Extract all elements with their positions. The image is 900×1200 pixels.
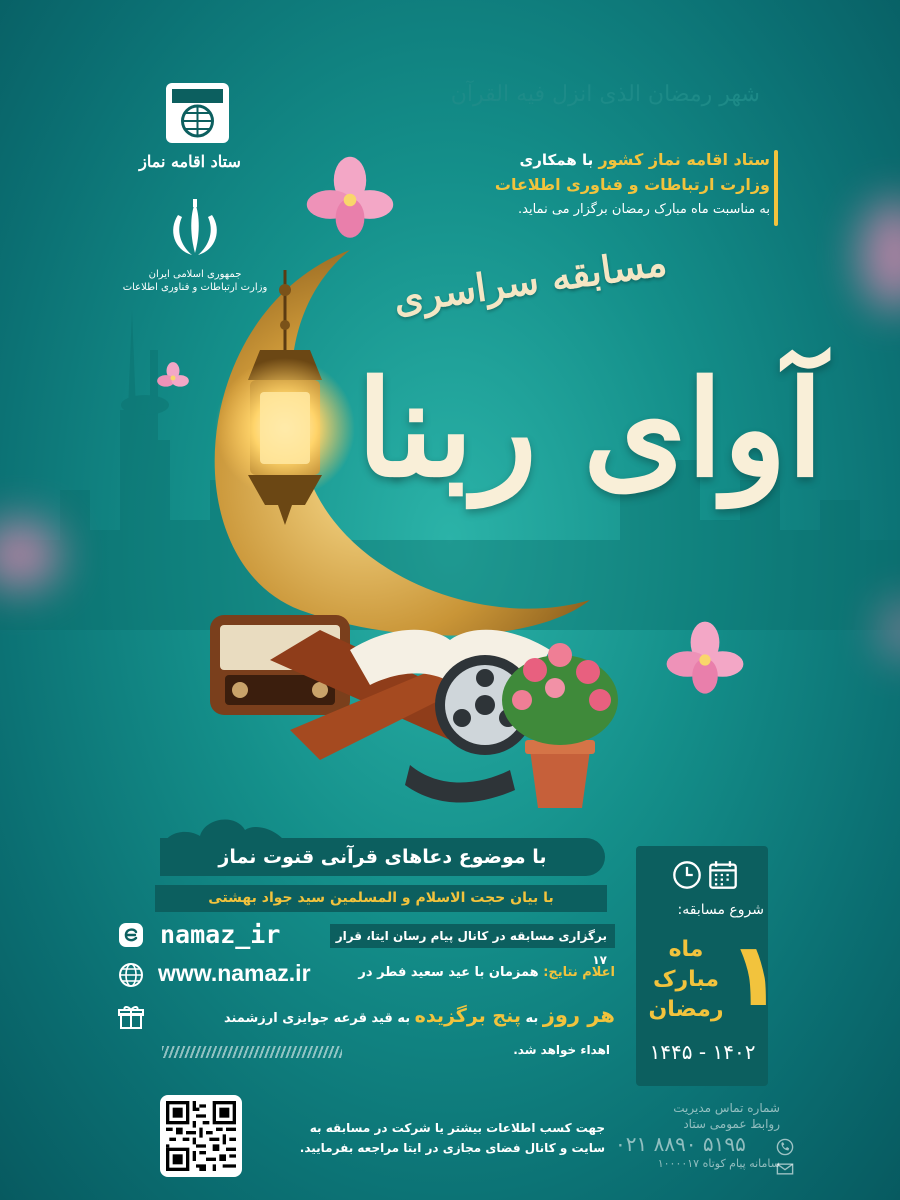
- channel-text: برگزاری مسابقه در کانال پیام رسان ایتا، قرار ۱۷: [330, 924, 615, 948]
- daily-connector: به: [521, 1011, 543, 1026]
- month-line-3: رمضان: [648, 997, 724, 1022]
- mail-icon: [776, 1160, 794, 1178]
- qr-code-icon: [166, 1101, 236, 1171]
- month-line-2: مبارک: [652, 967, 720, 992]
- intro-with: با همکاری: [519, 151, 599, 169]
- pink-blossom-small: [155, 360, 191, 396]
- watermark-calligraphy: شهر رمضان الذی انزل فیه القرآن: [450, 82, 760, 107]
- qr-code[interactable]: [160, 1095, 242, 1177]
- footer-info-line-1: جهت کسب اطلاعات بیشتر یا شرکت در مسابقه به: [309, 1121, 605, 1135]
- gift-icon: [118, 1004, 144, 1030]
- start-date-label: شروع مسابقه:: [677, 902, 764, 918]
- speaker-banner: با بیان حجت الاسلام و المسلمین سید جواد بهشتی: [155, 885, 607, 912]
- contact-title-1: شماره تماس مدیریت: [673, 1101, 780, 1115]
- org-logo-text: ستاد اقامه نماز: [139, 152, 241, 171]
- contact-block: [615, 1100, 780, 1172]
- contact-sms: سامانه پیام کوتاه ۱۰۰۰۰۱۷: [657, 1157, 780, 1170]
- contact-title-2: روابط عمومی ستاد: [683, 1117, 780, 1131]
- daily-prefix: هر روز: [542, 1003, 615, 1027]
- ministry-line-2: وزارت ارتباطات و فناوری اطلاعات: [122, 282, 268, 293]
- intro-text: [430, 148, 770, 222]
- phone-icon: [776, 1138, 794, 1156]
- eitaa-icon[interactable]: [118, 922, 144, 948]
- intro-occasion: به مناسبت ماه مبارک رمضان برگزار می نماید.: [518, 202, 770, 217]
- website-link[interactable]: www.namaz.ir: [158, 960, 311, 986]
- award-line: اهداء خواهد شد.: [513, 1043, 610, 1057]
- footer-info-line-2: سایت و کانال فضای مجازی در ایتا مراجعه بفرمایید.: [299, 1141, 605, 1155]
- daily-prizes: [150, 1002, 615, 1032]
- topic-banner: با موضوع دعاهای قرآنی قنوت نماز: [160, 838, 605, 876]
- pink-blossom-right: [665, 620, 745, 700]
- start-year: ۱۴۰۲ - ۱۴۴۵: [649, 1040, 756, 1064]
- start-month: [640, 935, 732, 1025]
- intro-org: ستاد اقامه نماز کشور: [598, 150, 770, 169]
- contact-phone[interactable]: ۰۲۱ ۸۸۹۰ ۵۱۹۵: [615, 1132, 746, 1156]
- intro-line-1: [430, 148, 770, 172]
- org-logo-icon: [160, 75, 235, 150]
- intro-accent-bar: [774, 150, 778, 226]
- competition-subtitle: مسابقه سراسری: [390, 239, 670, 322]
- globe-icon: [118, 962, 144, 988]
- start-day: ۱: [728, 923, 782, 1026]
- dashed-divider: [162, 1046, 342, 1058]
- footer-info: [270, 1118, 605, 1158]
- daily-prize-text: به قید قرعه جوایزی ارزشمند: [223, 1011, 415, 1026]
- intro-ministry: وزارت ارتباطات و فناوری اطلاعات: [494, 175, 770, 194]
- crescent-scene: [150, 230, 800, 830]
- clock-icon: [672, 860, 702, 890]
- ministry-line-1: جمهوری اسلامی ایران: [148, 269, 242, 280]
- month-line-1: ماه: [668, 937, 704, 962]
- results-text: همزمان با عید سعید فطر در: [358, 965, 544, 980]
- competition-title: آوای ربنا: [356, 352, 824, 507]
- results-label: اعلام نتایج:: [543, 965, 615, 980]
- calendar-icon: [708, 860, 738, 890]
- pink-blossom-top: [305, 155, 395, 245]
- daily-winners: پنج برگزیده: [414, 1005, 521, 1027]
- channel-handle[interactable]: namaz_ir: [160, 920, 281, 949]
